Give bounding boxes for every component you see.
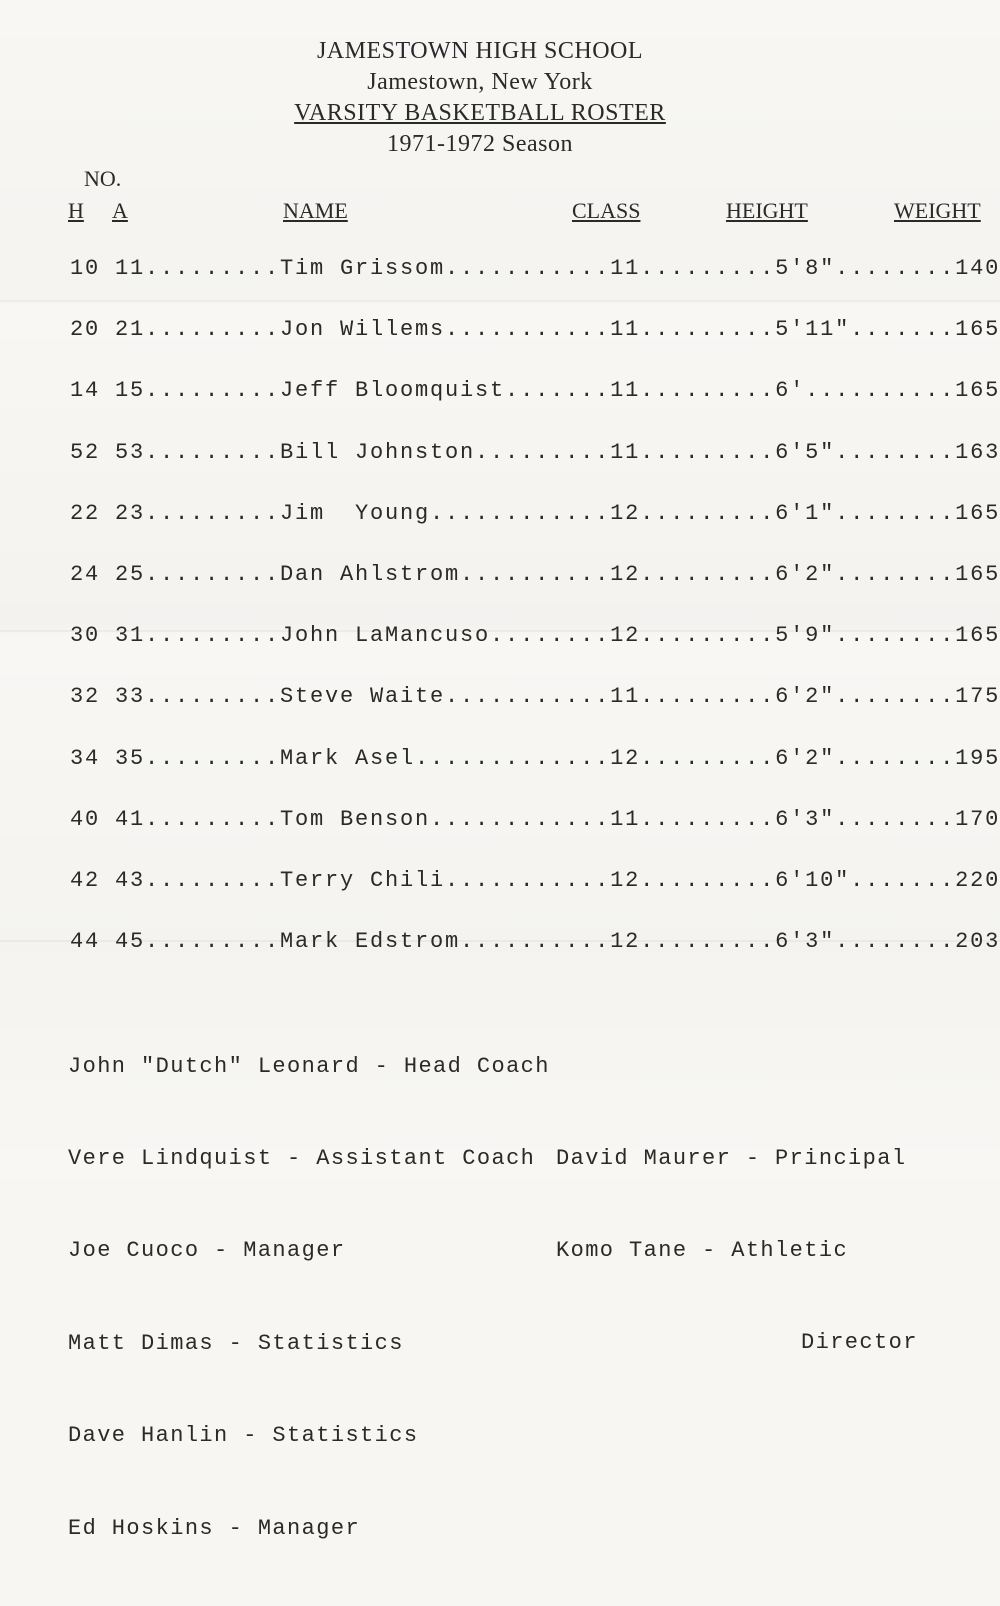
staff-manager: Joe Cuoco - Manager [68, 1238, 346, 1264]
column-header-weight: WEIGHT [894, 198, 981, 223]
staff-list [68, 990, 550, 1606]
roster-row: 52 53.........Bill Johnston.........11.........6'5"........163 [70, 439, 1000, 465]
roster-title: VARSITY BASKETBALL ROSTER [294, 100, 666, 126]
roster-row: 30 31.........John LaMancuso........12.........5'9"........165 [70, 623, 1000, 649]
school-name: JAMESTOWN HIGH SCHOOL [316, 38, 644, 64]
roster-row: 34 35.........Mark Asel.............12.........6'2"........195 [70, 745, 1000, 771]
staff-principal: David Maurer - Principal [556, 1145, 907, 1171]
column-header-class: CLASS [572, 198, 641, 223]
column-header-height: HEIGHT [726, 198, 808, 223]
staff-athletic-director-continued: Director [801, 1330, 918, 1356]
roster-row: 40 41.........Tom Benson............11.........6'3"........170 [70, 806, 1000, 832]
column-header-no: NO. [84, 166, 122, 191]
column-header-away: A [112, 198, 128, 223]
staff-athletic-director: Komo Tane - Athletic [556, 1237, 849, 1263]
staff-head-coach: John "Dutch" Leonard - Head Coach [68, 1053, 550, 1079]
roster-list [70, 256, 1000, 990]
staff-statistics: Dave Hanlin - Statistics [68, 1423, 419, 1449]
roster-row: 42 43.........Terry Chili...........12.........6'10".......220 [70, 867, 1000, 893]
staff-statistics: Matt Dimas - Statistics [68, 1330, 404, 1356]
roster-header [0, 36, 960, 160]
roster-row: 32 33.........Steve Waite...........11.........6'2"........175 [70, 684, 1000, 710]
administration-list [556, 1082, 918, 1421]
roster-row: 24 25.........Dan Ahlstrom..........12.........6'2"........165 [70, 561, 1000, 587]
staff-manager: Ed Hoskins - Manager [68, 1515, 361, 1541]
column-header-name: NAME [283, 198, 348, 223]
season-label: 1971-1972 Season [387, 131, 573, 157]
roster-row: 44 45.........Mark Edstrom..........12.........6'3"........203 [70, 929, 1000, 955]
roster-row: 14 15.........Jeff Bloomquist.......11.........6'..........165 [70, 378, 1000, 404]
roster-row: 20 21.........Jon Willems...........11.........5'11".......165 [70, 317, 1000, 343]
roster-row: 22 23.........Jim Young............12.........6'1"........165 [70, 500, 1000, 526]
staff-assistant-coach: Vere Lindquist - Assistant Coach [68, 1145, 536, 1171]
roster-row: 10 11.........Tim Grissom...........11.........5'8"........140 [70, 256, 1000, 281]
column-header-home: H [68, 198, 84, 223]
school-city: Jamestown, New York [367, 69, 593, 95]
